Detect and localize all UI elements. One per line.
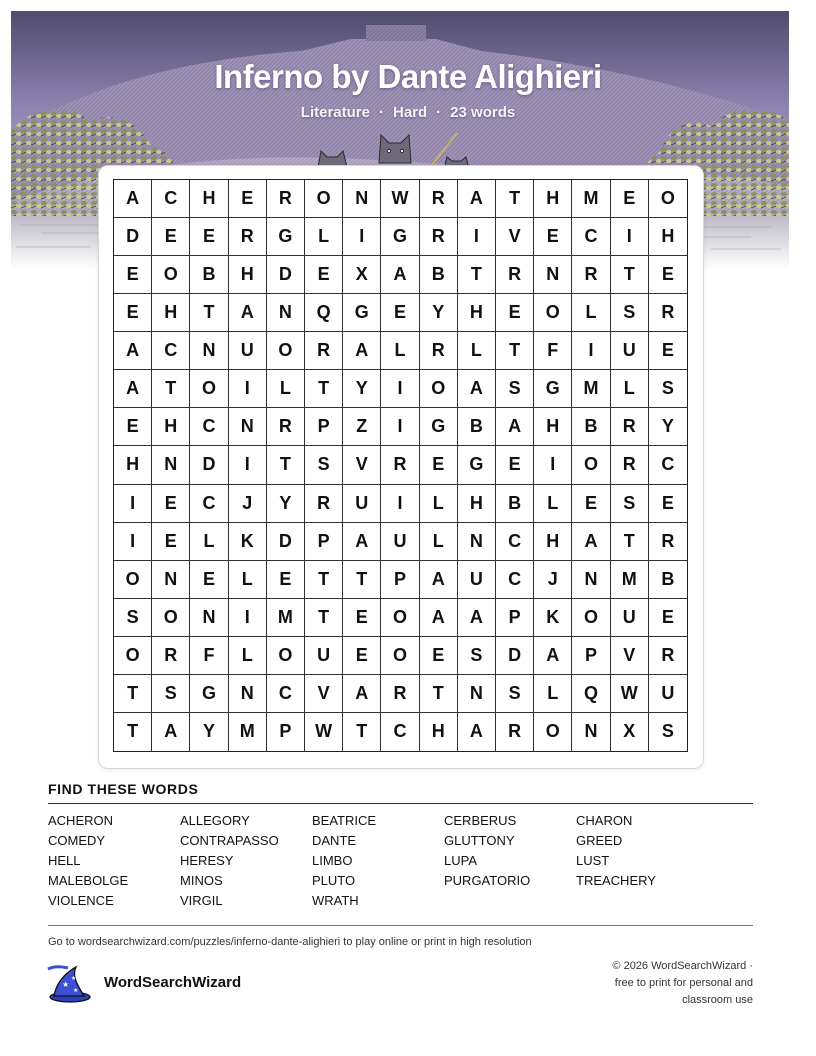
grid-cell[interactable]: O [572,446,610,484]
grid-cell[interactable]: R [649,637,687,675]
grid-cell[interactable]: R [496,713,534,751]
grid-cell[interactable]: M [267,599,305,637]
grid-cell[interactable]: O [381,599,419,637]
grid-cell[interactable]: O [114,637,152,675]
grid-cell[interactable]: P [381,561,419,599]
word-list-item: ALLEGORY [180,813,250,828]
grid-cell[interactable]: I [343,218,381,256]
grid-cell[interactable]: T [343,713,381,751]
grid-cell[interactable]: O [534,713,572,751]
grid-cell[interactable]: O [190,370,228,408]
grid-cell[interactable]: L [534,485,572,523]
grid-cell[interactable]: I [534,446,572,484]
grid-cell[interactable]: N [458,523,496,561]
grid-cell[interactable]: H [534,523,572,561]
grid-cell[interactable]: I [381,370,419,408]
grid-cell[interactable]: I [229,599,267,637]
word-list-heading: FIND THESE WORDS [48,781,199,797]
grid-cell[interactable]: H [190,180,228,218]
word-list-item: ACHERON [48,813,114,828]
grid-cell[interactable]: D [190,446,228,484]
grid-cell[interactable]: E [496,294,534,332]
grid-cell[interactable]: R [267,180,305,218]
grid-cell[interactable]: O [152,599,190,637]
grid-cell[interactable]: L [534,675,572,713]
grid-cell[interactable]: U [649,675,687,713]
grid-cell[interactable]: O [572,599,610,637]
grid-cell[interactable]: W [381,180,419,218]
grid-cell[interactable]: A [572,523,610,561]
word-list-item: COMEDY [48,833,106,848]
grid-cell[interactable]: U [611,599,649,637]
grid-cell[interactable]: C [649,446,687,484]
grid-cell[interactable]: I [458,218,496,256]
grid-cell[interactable]: G [267,218,305,256]
grid-cell[interactable]: I [572,332,610,370]
grid-cell[interactable]: E [496,446,534,484]
grid-cell[interactable]: A [420,561,458,599]
grid-cell[interactable]: S [458,637,496,675]
grid-cell[interactable]: E [343,637,381,675]
word-list-item: GLUTTONY [444,833,515,848]
grid-cell[interactable]: C [267,675,305,713]
grid-cell[interactable]: E [190,561,228,599]
grid-cell[interactable]: E [649,599,687,637]
grid-cell[interactable]: Z [343,408,381,446]
grid-cell[interactable]: L [381,332,419,370]
grid-cell[interactable]: I [114,485,152,523]
grid-cell[interactable]: I [229,370,267,408]
grid-cell[interactable]: S [611,294,649,332]
grid-cell[interactable]: E [420,637,458,675]
grid-cell[interactable]: N [190,599,228,637]
grid-cell[interactable]: E [534,218,572,256]
grid-cell[interactable]: W [611,675,649,713]
grid-cell[interactable]: L [305,218,343,256]
grid-cell[interactable]: N [534,256,572,294]
grid-cell[interactable]: R [420,218,458,256]
word-list-item: PLUTO [312,873,356,888]
grid-cell[interactable]: A [458,713,496,751]
grid-cell[interactable]: V [496,218,534,256]
grid-cell[interactable]: C [152,332,190,370]
grid-cell[interactable]: T [496,332,534,370]
grid-cell[interactable]: N [229,675,267,713]
grid-cell[interactable]: B [572,408,610,446]
grid-cell[interactable]: S [661,721,674,742]
category-label: Literature [300,104,370,121]
grid-cell[interactable]: H [458,485,496,523]
difficulty-label: Hard [392,104,428,121]
grid-cell[interactable]: R [611,408,649,446]
word-list [48,813,728,913]
grid-cell[interactable]: H [114,446,152,484]
word-list-item: LIMBO [312,853,353,868]
grid-cell[interactable]: U [381,523,419,561]
grid-cell[interactable]: V [611,637,649,675]
grid-cell[interactable]: A [114,332,152,370]
grid-cell[interactable]: T [305,370,343,408]
grid-cell[interactable]: N [190,332,228,370]
word-list-item: LUST [576,853,610,868]
wizard-hat-icon [46,963,92,1008]
grid-cell[interactable]: Y [267,485,305,523]
grid-cell[interactable]: E [229,180,267,218]
grid-cell[interactable]: O [649,180,687,218]
grid-cell[interactable]: S [496,370,534,408]
svg-text:★: ★ [62,980,70,989]
grid-cell[interactable]: M [572,370,610,408]
grid-cell[interactable]: Y [649,408,687,446]
word-list-item: MINOS [180,873,223,888]
grid-cell[interactable]: R [649,294,687,332]
grid-cell[interactable]: O [381,637,419,675]
copyright-line: © 2026 WordSearchWizard · [612,960,753,972]
grid-cell[interactable]: X [343,256,381,294]
grid-cell[interactable]: C [190,408,228,446]
grid-cell[interactable]: P [496,599,534,637]
meta-separator: · [436,104,442,121]
grid-cell[interactable]: O [305,180,343,218]
grid-cell[interactable]: C [572,218,610,256]
grid-cell[interactable]: T [305,599,343,637]
grid-cell[interactable]: E [190,218,228,256]
grid-cell[interactable]: H [649,218,687,256]
grid-cell[interactable]: S [152,675,190,713]
grid-cell[interactable]: L [420,485,458,523]
grid-cell[interactable]: G [190,675,228,713]
grid-cell[interactable]: P [305,408,343,446]
copyright-line: classroom use [682,994,753,1006]
grid-cell[interactable]: R [420,332,458,370]
grid-cell[interactable]: O [267,332,305,370]
grid-cell[interactable]: B [458,408,496,446]
grid-cell[interactable]: C [496,561,534,599]
grid-cell[interactable]: R [496,256,534,294]
grid-cell[interactable]: V [343,446,381,484]
grid-cell[interactable]: G [420,408,458,446]
grid-cell[interactable]: L [572,294,610,332]
grid-cell[interactable]: X [611,713,649,751]
grid-cell[interactable]: A [152,713,190,751]
grid-cell[interactable]: L [420,523,458,561]
grid-cell[interactable]: A [381,256,419,294]
grid-cell[interactable]: I [381,485,419,523]
grid-cell[interactable]: T [343,561,381,599]
puzzle-meta [0,104,816,121]
grid-cell[interactable]: E [343,599,381,637]
grid-cell[interactable]: P [305,523,343,561]
grid-cell[interactable]: P [267,713,305,751]
grid-cell[interactable]: N [267,294,305,332]
grid-cell[interactable]: G [458,446,496,484]
word-list-item: VIOLENCE [48,893,114,908]
grid-cell[interactable]: Y [420,294,458,332]
grid-cell[interactable]: E [649,485,687,523]
grid-cell[interactable]: C [381,713,419,751]
grid-cell[interactable]: R [611,446,649,484]
grid-cell[interactable]: Q [305,294,343,332]
grid-cell[interactable]: E [611,180,649,218]
grid-cell[interactable]: T [152,370,190,408]
grid-cell[interactable]: I [114,523,152,561]
grid-cell[interactable]: K [229,523,267,561]
grid-cell[interactable]: R [305,485,343,523]
word-list-item: HELL [48,853,81,868]
word-list-item: LUPA [444,853,477,868]
grid-cell[interactable]: A [458,370,496,408]
svg-text:★: ★ [73,987,79,994]
grid-cell[interactable]: E [114,294,152,332]
grid-cell[interactable]: P [572,637,610,675]
grid-cell[interactable]: T [420,675,458,713]
grid-cell[interactable]: F [534,332,572,370]
grid-cell[interactable]: J [534,561,572,599]
grid-cell[interactable]: L [458,332,496,370]
grid-cell[interactable]: I [229,446,267,484]
grid-cell[interactable]: E [152,218,190,256]
svg-text:★: ★ [71,975,77,982]
grid-cell[interactable]: O [420,370,458,408]
grid-cell[interactable]: N [572,561,610,599]
grid-cell[interactable]: E [649,332,687,370]
grid-cell[interactable]: N [152,561,190,599]
grid-cell[interactable]: T [305,561,343,599]
grid-cell[interactable]: H [152,408,190,446]
grid-cell[interactable]: N [458,675,496,713]
grid-cell[interactable]: I [381,408,419,446]
grid-cell[interactable]: H [534,180,572,218]
grid-cell[interactable]: E [152,523,190,561]
brand-name: WordSearchWizard [104,974,242,991]
grid-cell[interactable]: H [152,294,190,332]
grid-cell[interactable]: F [190,637,228,675]
word-list-item: BEATRICE [312,813,377,828]
grid-cell[interactable]: L [611,370,649,408]
grid-cell[interactable]: T [496,180,534,218]
grid-cell[interactable]: D [114,218,152,256]
grid-cell[interactable]: V [305,675,343,713]
grid-cell[interactable]: C [496,523,534,561]
copyright-line: free to print for personal and [614,977,753,989]
grid-cell[interactable]: R [572,256,610,294]
grid-cell[interactable]: O [534,294,572,332]
grid-cell[interactable]: E [267,561,305,599]
grid-cell[interactable]: B [190,256,228,294]
grid-cell[interactable]: T [611,256,649,294]
grid-cell[interactable]: N [572,713,610,751]
grid-cell[interactable]: G [381,218,419,256]
grid-cell[interactable]: E [420,446,458,484]
grid-cell[interactable]: A [534,637,572,675]
word-list-item: CERBERUS [444,813,517,828]
grid-cell[interactable]: O [267,637,305,675]
word-list-item: CHARON [576,813,633,828]
grid-cell[interactable]: E [114,256,152,294]
grid-cell[interactable]: J [229,485,267,523]
grid-cell[interactable]: A [343,523,381,561]
grid-cell[interactable]: D [496,637,534,675]
divider [48,925,753,926]
grid-cell[interactable]: A [343,675,381,713]
grid-cell[interactable]: B [649,561,687,599]
grid-cell[interactable]: R [267,408,305,446]
grid-cell[interactable]: N [152,446,190,484]
grid-cell[interactable]: A [420,599,458,637]
grid-cell[interactable]: Y [343,370,381,408]
grid-cell[interactable]: A [114,180,152,218]
grid-cell[interactable]: R [649,523,687,561]
grid-cell[interactable]: M [572,180,610,218]
divider [48,803,753,804]
word-list-item: TREACHERY [576,873,656,888]
grid-cell[interactable]: E [572,485,610,523]
word-list-item: WRATH [312,893,359,908]
grid-cell[interactable]: Y [190,713,228,751]
grid-cell[interactable]: R [305,332,343,370]
grid-cell[interactable]: G [534,370,572,408]
grid-cell[interactable]: E [152,485,190,523]
grid-cell[interactable]: S [496,675,534,713]
grid-cell[interactable]: T [267,446,305,484]
grid-cell[interactable]: C [152,180,190,218]
grid-cell[interactable]: H [534,408,572,446]
grid-cell[interactable]: S [611,485,649,523]
grid-cell[interactable]: L [267,370,305,408]
grid-cell[interactable]: A [114,370,152,408]
grid-cell[interactable]: E [305,256,343,294]
word-list-item: HERESY [180,853,234,868]
grid-cell[interactable]: R [381,675,419,713]
grid-cell[interactable]: L [229,561,267,599]
word-list-item: PURGATORIO [444,873,531,888]
grid-cell[interactable]: U [229,332,267,370]
grid-cell[interactable]: H [229,256,267,294]
grid-cell[interactable]: E [114,408,152,446]
grid-cell[interactable]: N [229,408,267,446]
grid-cell[interactable]: R [229,218,267,256]
grid-cell[interactable]: A [458,180,496,218]
grid-cell[interactable]: I [611,218,649,256]
grid-cell[interactable]: E [649,256,687,294]
grid-cell[interactable]: S [114,599,152,637]
grid-cell[interactable]: M [611,561,649,599]
letter-grid[interactable] [113,179,688,752]
word-list-item: CONTRAPASSO [180,833,279,848]
grid-cell[interactable]: A [496,408,534,446]
grid-cell[interactable]: B [420,256,458,294]
grid-cell[interactable]: D [267,523,305,561]
grid-cell[interactable]: S [649,370,687,408]
grid-cell[interactable]: T [611,523,649,561]
grid-cell[interactable]: D [267,256,305,294]
grid-cell[interactable]: E [381,294,419,332]
meta-separator: · [378,104,384,121]
play-online-link[interactable]: Go to wordsearchwizard.com/puzzles/inferno-dante-alighieri to play online or print in high resolution [48,936,532,948]
grid-cell[interactable]: U [611,332,649,370]
grid-cell[interactable]: N [343,180,381,218]
grid-cell[interactable]: L [190,523,228,561]
grid-cell[interactable]: T [458,256,496,294]
grid-cell[interactable]: O [114,561,152,599]
grid-cell[interactable]: H [420,713,458,751]
grid-cell[interactable]: W [305,713,343,751]
puzzle-title: Inferno by Dante Alighieri [214,58,602,95]
grid-cell[interactable]: T [190,294,228,332]
copyright-notice [553,958,753,1009]
word-list-item: GREED [576,833,623,848]
grid-cell[interactable]: U [458,561,496,599]
grid-cell[interactable]: T [114,675,152,713]
grid-cell[interactable]: Q [572,675,610,713]
grid-cell[interactable]: M [229,713,267,751]
grid-cell[interactable]: R [152,637,190,675]
grid-cell[interactable]: L [229,637,267,675]
grid-cell[interactable]: T [114,713,152,751]
word-count-label: 23 words [450,104,516,121]
word-list-item: DANTE [312,833,357,848]
grid-cell[interactable]: H [458,294,496,332]
grid-cell[interactable]: C [190,485,228,523]
word-list-item: MALEBOLGE [48,873,129,888]
grid-cell[interactable]: K [534,599,572,637]
grid-cell[interactable]: B [496,485,534,523]
word-list-item: VIRGIL [180,893,223,908]
grid-cell[interactable]: G [343,294,381,332]
grid-cell[interactable]: R [420,180,458,218]
grid-cell[interactable]: A [229,294,267,332]
grid-cell[interactable]: R [381,446,419,484]
grid-cell[interactable]: O [152,256,190,294]
grid-cell[interactable]: U [305,637,343,675]
grid-cell[interactable]: A [343,332,381,370]
grid-cell[interactable]: U [343,485,381,523]
grid-cell[interactable]: A [458,599,496,637]
grid-cell[interactable]: S [305,446,343,484]
